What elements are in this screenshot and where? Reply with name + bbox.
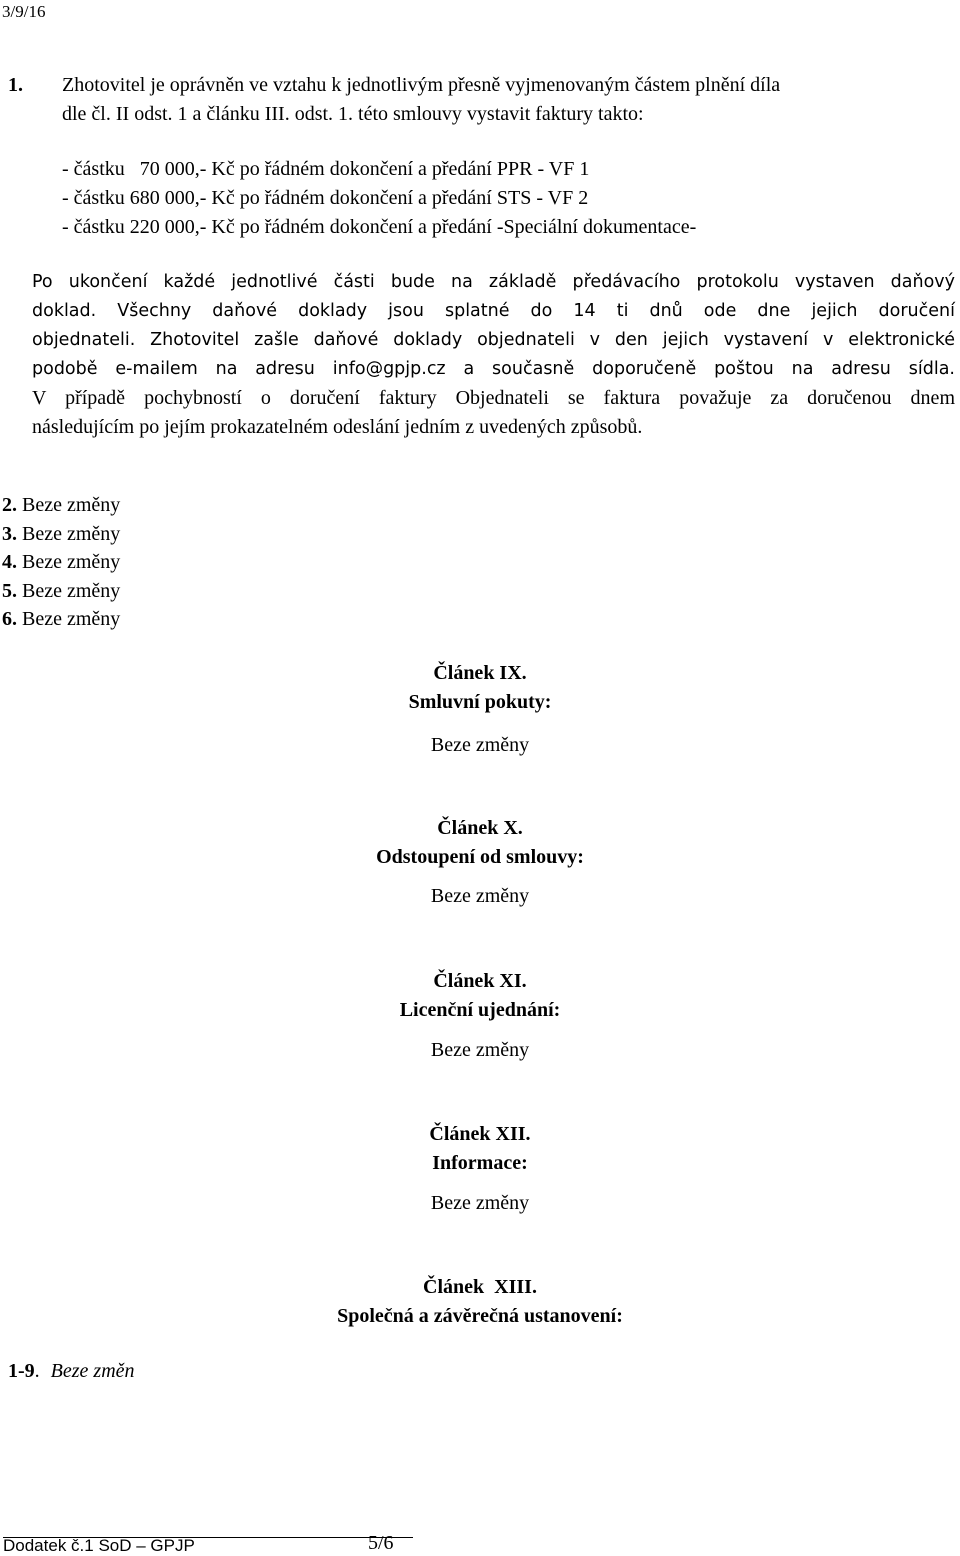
article-heading: Článek X. [437,817,523,839]
unchanged-point [2,494,120,517]
article-heading: Článek XII. [429,1123,531,1145]
point-number: 4. [2,551,17,573]
point-text: Beze změny [22,580,121,602]
footer-page-number: 5/6 [368,1532,394,1554]
point-text: Beze změny [22,523,121,545]
article-heading: Článek XI. [433,970,527,992]
unchanged-point [2,523,120,546]
unchanged-point [2,580,120,603]
paragraph-line: doklad. Všechny daňové doklady jsou splatné do 14 ti dnů ode dne jejich doručení [32,301,955,321]
section-line: Zhotovitel je oprávněn ve vztahu k jednotlivým přesně vyjmenovaným částem plnění díla [62,74,781,96]
article-body: Beze změny [430,734,530,756]
article-heading: Článek IX. [433,662,527,684]
article-title: Společná a závěrečná ustanovení: [337,1305,623,1327]
point-text: Beze změny [22,608,121,630]
paragraph-line: V případě pochybností o doručení faktury Objednateli se faktura považuje za doručenou dnem [32,387,955,409]
unchanged-point [2,551,120,574]
point-number: 2. [2,494,17,516]
point-number: 5. [2,580,17,602]
footer-document: Dodatek č.1 SoD – GPJP [3,1536,195,1555]
point-text: Beze změny [22,494,121,516]
page-date: 3/9/16 [2,2,46,21]
paragraph-line: podobě e-mailem na adresu info@gpjp.cz a současně doporučeně poštou na adresu sídla. [32,359,955,379]
paragraph-line: Po ukončení každé jednotlivé části bude na základě předávacího protokolu vystaven daňový [32,272,955,292]
paragraph-line: následujícím po jejím prokazatelném odeslání jedním z uvedených způsobů. [32,416,643,438]
payment-item: - částku 220 000,- Kč po řádném dokončení a předání -Speciální dokumentace- [62,216,697,238]
payment-item: - částku 680 000,- Kč po řádném dokončení a předání STS - VF 2 [62,187,589,209]
final-point [8,1360,135,1383]
point-text: Beze změny [22,551,121,573]
point-number: 1-9 [8,1360,35,1382]
article-title: Odstoupení od smlouvy: [376,846,584,868]
payment-item: - částku 70 000,- Kč po řádném dokončení a předání PPR - VF 1 [62,158,590,180]
article-heading: Článek XIII. [423,1276,537,1298]
section-line: dle čl. II odst. 1 a článku III. odst. 1. této smlouvy vystavit faktury takto: [62,103,644,125]
point-number: 6. [2,608,17,630]
point-dot: . [34,1360,40,1382]
article-body: Beze změny [430,1039,530,1061]
article-title: Informace: [432,1152,528,1174]
article-body: Beze změny [430,885,530,907]
unchanged-point [2,608,120,631]
article-title: Smluvní pokuty: [408,691,552,713]
paragraph-line: objednateli. Zhotovitel zašle daňové doklady objednateli v den jejich vystavení v elektronické [32,330,955,350]
point-text: Beze změn [50,1360,135,1382]
article-body: Beze změny [430,1192,530,1214]
point-number: 3. [2,523,17,545]
section-number: 1. [8,74,23,96]
article-title: Licenční ujednání: [399,999,561,1021]
